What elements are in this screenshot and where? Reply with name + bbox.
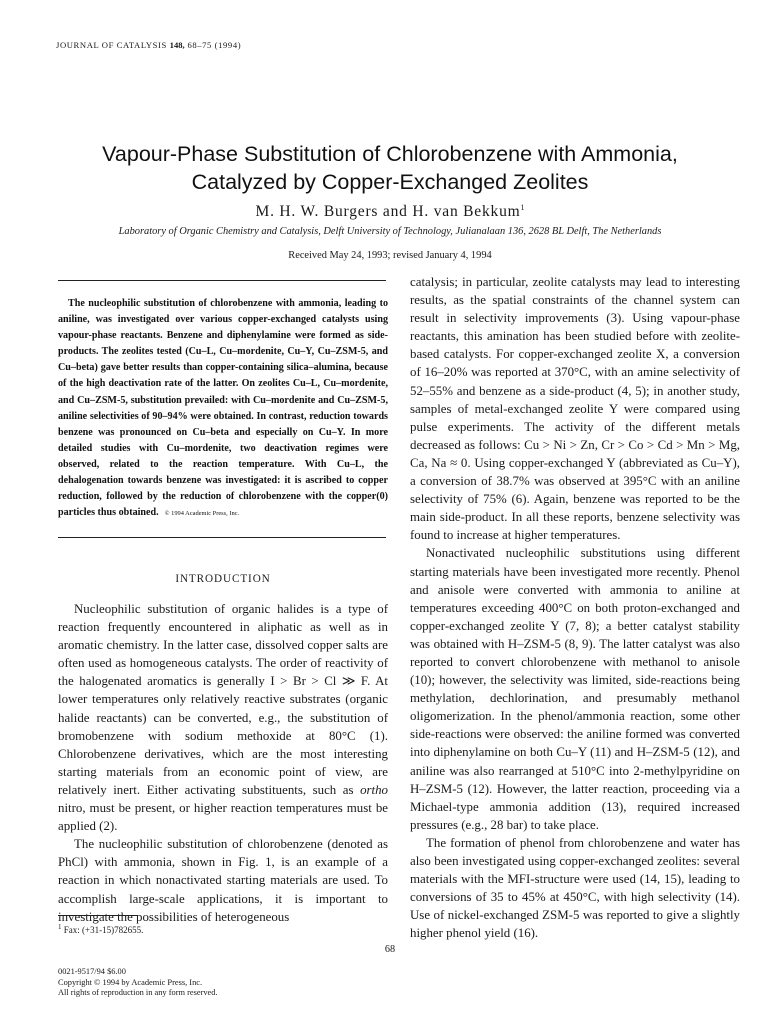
right-column xyxy=(410,273,740,942)
journal-pages: 68–75 (1994) xyxy=(187,40,242,50)
abstract-bottom-rule xyxy=(58,537,386,538)
title-line-1: Vapour-Phase Substitution of Chlorobenzene with Ammonia, xyxy=(102,142,678,166)
footnote-rule xyxy=(58,915,138,916)
footnote-mark: 1 xyxy=(58,923,62,931)
rights-line: All rights of reproduction in any form reserved. xyxy=(58,988,218,998)
issn-price: 0021-9517/94 $6.00 xyxy=(58,967,126,976)
abstract xyxy=(58,296,388,522)
paragraph: The nucleophilic substitution of chlorobenzene (denoted as PhCl) with ammonia, shown in Fig. 1, is an example of a reaction in which nonactivated starting materials are used. To accomplish large-scale applications, it is important to investigate the possibilities of heterogeneous xyxy=(58,837,388,924)
paragraph: catalysis; in particular, zeolite catalysts may lead to interesting results, as the spatial constraints of the channel system can result in selectivity improvements (3). Using vapour-phase reactants, this amination has been studied before with zeolite-based catalysts. For copper-exchanged zeolite X, a conversion of 16–20% was reported at 370°C, with an amine selectivity of 52–55% and benzene as a side-product (4, 5); in another study, samples of metal-exchanged zeolite Y were compared using pulse experiments. The activity of the different metals decreased as follows: Cu > Ni > Zn, Cr > Co > Cd > Mn > Mg, Ca, Na ≈ 0. Using copper-exchanged Y (abbreviated as Cu–Y), a conversion of 38.7% was observed at 395°C with an aniline selectivity of 75% (6). Again, benzene was reported to be the main side-product. In all these reports, benzene selectivity was found to increase at higher temperatures. xyxy=(410,275,740,543)
abstract-text: The nucleophilic substitution of chlorobenzene with ammonia, leading to aniline, was investigated over various copper-exchanged catalysts using vapour-phase reactants. Benzene and diphenylamine were formed as side-products. The zeolites tested (Cu–L, Cu–mordenite, Cu–Y, Cu–ZSM-5, and Cu–beta) gave better results than copper-containing silica–alumina, because of the high deactivation rate of the latter. On zeolites Cu–L, Cu–mordenite, and Cu–ZSM-5, substitution prevailed: with Cu–mordenite and Cu–ZSM-5, aniline selectivities of 90–94% were obtained. In contrast, reduction towards benzene was pronounced on Cu–beta and especially on Cu–Y. In more detailed studies with Cu–mordenite, two deactivation regimes were observed, related to the reaction temperature. With Cu–L, the dehalogenation towards benzene was investigated: it is ascribed to copper reduction, followed by the reduction of chlorobenzene with the copper(0) particles thus obtained. xyxy=(58,298,388,519)
paragraph-text: nitro, must be present, or higher reaction temperatures must be applied (2). xyxy=(58,801,388,834)
author-footnote-mark: 1 xyxy=(520,203,525,212)
section-heading-introduction: INTRODUCTION xyxy=(175,573,271,585)
authors xyxy=(40,203,740,221)
emphasis-text: ortho xyxy=(360,782,388,797)
copyright-block xyxy=(58,967,218,999)
journal-name: JOURNAL OF CATALYSIS xyxy=(56,40,167,50)
affiliation: Laboratory of Organic Chemistry and Catalysis, Delft University of Technology, Julianalaan 136, 2628 BL Delft, The Netherlands xyxy=(118,226,662,237)
footnote-text: Fax: (+31-15)782655. xyxy=(63,925,144,935)
title-line-2: Catalyzed by Copper-Exchanged Zeolites xyxy=(191,170,589,194)
left-column xyxy=(58,600,388,926)
article-title xyxy=(40,140,740,196)
paragraph: Nonactivated nucleophilic substitutions using different starting materials have been investigated more recently. Phenol and anisole were converted with ammonia to aniline at temperatures exceeding 400°C on both proton-exchanged and copper-exchanged zeolite Y (7, 8); a better catalyst stability was obtained with H–ZSM-5 (8, 9). The latter catalyst was also reported to convert chlorobenzene with methanol to anisole (10); however, the selectivity was limited, side-reactions being methylation, dechlorination, and presumably methanol oligomerization. In the phenol/ammonia reaction, some other side-reactions were observed: the aniline formed was converted into diphenylamine on both Cu–Y (11) and H–ZSM-5 (12), and aniline was also rearranged at 510°C into 2-methylpyridine on H–ZSM-5 (12). However, the latter reaction, proceeding via a Michael-type ammonia addition (13), required increased pressures (e.g., 28 bar) to take place. xyxy=(410,546,740,832)
footnote xyxy=(58,923,143,935)
paragraph: The formation of phenol from chlorobenzene and water has also been investigated using copper-exchanged zeolites: several materials with the MFI-structure were used (14, 15), leading to conversions of 35 to 45% at 450°C, with high selectivity (14). Use of nickel-exchanged ZSM-5 was reported to give a slightly higher phenol yield (16). xyxy=(410,835,740,941)
journal-volume: 148, xyxy=(169,40,185,50)
paragraph-text: Nucleophilic substitution of organic halides is a type of reaction frequently encountered in aliphatic as well as in aromatic chemistry. In the latter case, dissolved copper salts are often used as homogeneous catalysts. The order of reactivity of the halogenated aromatics is generally I > Br > Cl ≫ F. At lower temperatures only relatively reactive substrates (organic halide reactants) can be converted, e.g., the substitution of bromobenzene with sodium methoxide at 80°C (1). Chlorobenzene derivatives, which are the most interesting starting materials from an economic point of view, are relatively inert. Either activating substituents, such as xyxy=(58,602,388,797)
running-head xyxy=(56,40,241,50)
abstract-top-rule xyxy=(58,280,386,281)
copyright-line: Copyright © 1994 by Academic Press, Inc. xyxy=(58,977,203,987)
abstract-copyright: © 1994 Academic Press, Inc. xyxy=(164,510,240,518)
page-number: 68 xyxy=(384,944,396,955)
author-names: M. H. W. Burgers and H. van Bekkum xyxy=(255,203,521,221)
received-dates: Received May 24, 1993; revised January 4, 1994 xyxy=(288,250,492,261)
paragraph xyxy=(58,600,388,835)
